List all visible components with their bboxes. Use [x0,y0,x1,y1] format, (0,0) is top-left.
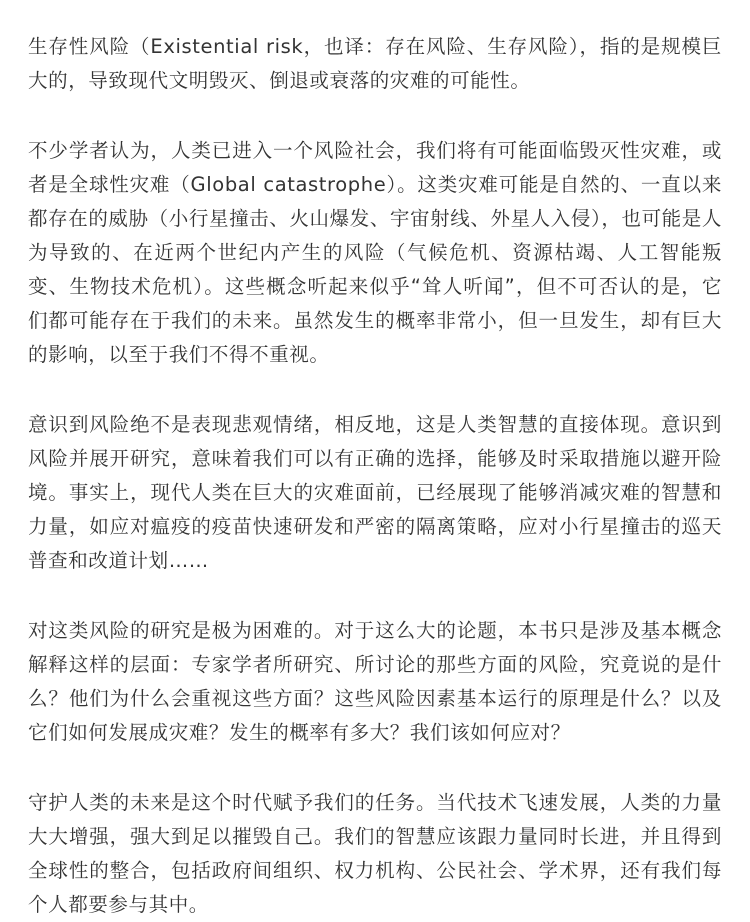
paragraph-risk-society: 不少学者认为，人类已进入一个风险社会，我们将有可能面临毁灭性灾难，或者是全球性灾难（Global catastrophe）。这类灾难可能是自然的、一直以来都存在的威胁（小行星撞击、火山爆发、宇宙射线、外星人入侵），也可能是人为导致的、在近两个世纪内产生的风险（气候危机、资源枯竭、人工智能叛变、生物技术危机）。这些概念听起来似乎“耸人听闻”，但不可否认的是，它们都可能存在于我们的未来。虽然发生的概率非常小，但一旦发生，却有巨大的影响，以至于我们不得不重视。 [28,139,722,366]
paragraph-definition: 生存性风险（Existential risk，也译：存在风险、生存风险），指的是规模巨大的，导致现代文明毁灭、倒退或衰落的灾难的可能性。 [28,35,722,92]
paragraph-future-task: 守护人类的未来是这个时代赋予我们的任务。当代技术飞速发展，人类的力量大大增强，强大到足以摧毁自己。我们的智慧应该跟力量同时长进，并且得到全球性的整合，包括政府间组织、权力机构、公民社会、学术界，还有我们每个人都要参与其中。 [28,791,722,916]
paragraph-awareness: 意识到风险绝不是表现悲观情绪，相反地，这是人类智慧的直接体现。意识到风险并展开研究，意味着我们可以有正确的选择，能够及时采取措施以避开险境。事实上，现代人类在巨大的灾难面前，已经展现了能够消减灾难的智慧和力量，如应对瘟疫的疫苗快速研发和严密的隔离策略，应对小行星撞击的巡天普查和改道计划…… [28,413,722,572]
paragraph-research-scope: 对这类风险的研究是极为困难的。对于这么大的论题，本书只是涉及基本概念解释这样的层面：专家学者所研究、所讨论的那些方面的风险，究竟说的是什么？他们为什么会重视这些方面？这些风险因素基本运行的原理是什么？以及它们如何发展成灾难？发生的概率有多大？我们该如何应对？ [28,619,722,744]
